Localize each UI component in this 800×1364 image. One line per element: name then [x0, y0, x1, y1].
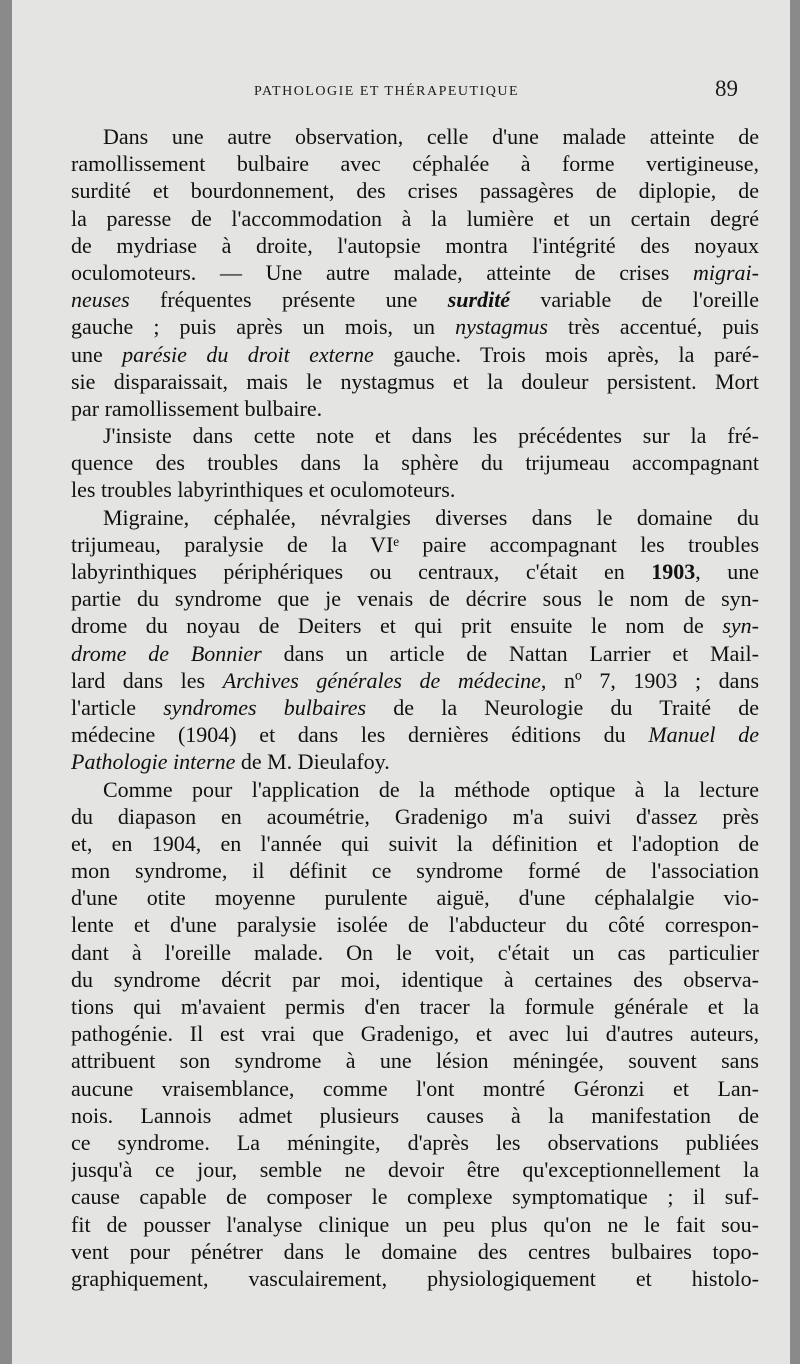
page-header — [12, 74, 790, 114]
text-line: trijumeau, paralysie de la VIᵉ paire accompagnant les troubles — [71, 531, 759, 557]
text-line: mon syndrome, il définit ce syndrome formé de l'association — [71, 858, 759, 884]
running-title: PATHOLOGIE ET THÉRAPEUTIQUE — [254, 84, 520, 99]
text-line: J'insiste dans cette note et dans les précédentes sur la fré- — [103, 423, 759, 449]
text-line: ce syndrome. La méningite, d'après les observations publiées — [71, 1129, 759, 1155]
text-line: pathogénie. Il est vrai que Gradenigo, et avec lui d'autres auteurs, — [71, 1021, 759, 1047]
text-line: par ramollissement bulbaire. — [71, 395, 323, 421]
text-line: nois. Lannois admet plusieurs causes à la manifestation de — [71, 1102, 759, 1128]
text-line: vent pour pénétrer dans le domaine des centres bulbaires topo- — [71, 1238, 759, 1264]
text-line: médecine (1904) et dans les dernières éditions du Manuel de — [71, 722, 759, 748]
text-line: surdité et bourdonnement, des crises passagères de diplopie, de — [71, 178, 759, 204]
text-line: et, en 1904, en l'année qui suivit la définition et l'adoption de — [71, 830, 759, 856]
body-text — [71, 123, 759, 1292]
book-page — [12, 0, 790, 1364]
text-line: lente et d'une paralysie isolée de l'abducteur du côté correspon- — [71, 912, 759, 938]
text-line: la paresse de l'accommodation à la lumière et un certain degré — [71, 205, 759, 231]
text-line: fit de pousser l'analyse clinique un peu plus qu'on ne le fait sou- — [71, 1211, 759, 1237]
page-number: 89 — [715, 76, 738, 101]
text-line: Comme pour l'application de la méthode optique à la lecture — [103, 776, 759, 802]
text-line: Migraine, céphalée, névralgies diverses dans le domaine du — [103, 504, 759, 530]
text-line: ramollissement bulbaire avec céphalée à forme vertigineuse, — [71, 151, 759, 177]
text-line: attribuent son syndrome à une lésion méningée, souvent sans — [71, 1048, 759, 1074]
text-line: neuses fréquentes présente une surdité variable de l'oreille — [71, 287, 759, 313]
text-line: quence des troubles dans la sphère du trijumeau accompagnant — [71, 450, 759, 476]
text-line: aucune vraisemblance, comme l'ont montré Géronzi et Lan- — [71, 1075, 759, 1101]
text-line: une parésie du droit externe gauche. Trois mois après, la paré- — [71, 341, 759, 367]
text-line: drome de Bonnier dans un article de Nattan Larrier et Mail- — [71, 640, 759, 666]
text-line: partie du syndrome que je venais de décrire sous le nom de syn- — [71, 586, 759, 612]
text-line: l'article syndromes bulbaires de la Neurologie du Traité de — [71, 694, 759, 720]
text-line: dant à l'oreille malade. On le voit, c'était un cas particulier — [71, 939, 759, 965]
text-line: d'une otite moyenne purulente aiguë, d'une céphalalgie vio- — [71, 885, 759, 911]
text-line: du diapason en acoumétrie, Gradenigo m'a suivi d'assez près — [71, 803, 759, 829]
text-line: cause capable de composer le complexe symptomatique ; il suf- — [71, 1184, 759, 1210]
text-line: Dans une autre observation, celle d'une malade atteinte de — [103, 124, 759, 149]
text-line: du syndrome décrit par moi, identique à certaines des observa- — [71, 966, 759, 992]
text-line: les troubles labyrinthiques et oculomoteurs. — [71, 477, 456, 503]
text-line: lard dans les Archives générales de médecine, nº 7, 1903 ; dans — [71, 667, 759, 693]
text-line: drome du noyau de Deiters et qui prit ensuite le nom de syn- — [71, 613, 759, 639]
text-line: Pathologie interne de M. Dieulafoy. — [71, 749, 390, 775]
text-line: graphiquement, vasculairement, physiologiquement et histolo- — [71, 1265, 759, 1291]
text-line: gauche ; puis après un mois, un nystagmus très accentué, puis — [71, 314, 759, 340]
text-line: sie disparaissait, mais le nystagmus et la douleur persistent. Mort — [71, 368, 759, 394]
text-line: labyrinthiques périphériques ou centraux, c'était en 1903, une — [71, 559, 759, 584]
text-line: de mydriase à droite, l'autopsie montra l'intégrité des noyaux — [71, 232, 759, 258]
text-line: jusqu'à ce jour, semble ne devoir être qu'exceptionnellement la — [71, 1157, 759, 1183]
text-line: oculomoteurs. — Une autre malade, atteinte de crises migrai- — [71, 259, 759, 285]
text-line: tions qui m'avaient permis d'en tracer la formule générale et la — [71, 994, 759, 1019]
